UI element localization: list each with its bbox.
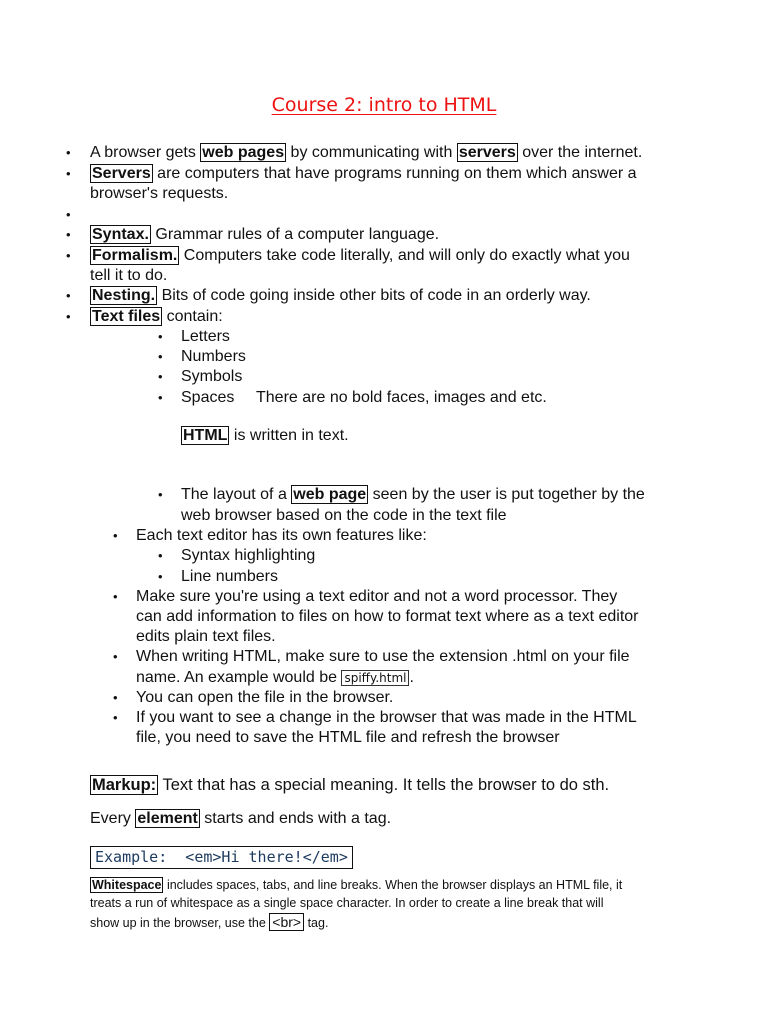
text: seen by the user is put together by the <box>368 486 645 503</box>
whitespace-line-3 <box>90 913 328 933</box>
bullet-syntax <box>90 225 439 245</box>
text: . <box>409 669 414 686</box>
spaces-note: There are no bold faces, images and etc. <box>256 389 547 406</box>
sub-item-numbers: Numbers <box>181 348 246 365</box>
bullet-servers-cont: browser's requests. <box>90 185 229 202</box>
bullet-dot: • <box>66 309 71 324</box>
sub-item-symbols: Symbols <box>181 368 243 385</box>
bullet-web-pages <box>90 143 642 163</box>
bullet-dot: • <box>113 690 118 705</box>
term-markup: Markup: <box>92 776 157 794</box>
example-filename: spiffy.html <box>341 670 409 686</box>
text: Computers take code literally, and will only do exactly what you <box>179 247 630 264</box>
sub-bullet-dot: • <box>158 548 163 563</box>
term-servers: servers <box>458 144 516 161</box>
bullet-servers <box>90 164 637 184</box>
term-element: element <box>137 810 198 827</box>
bullet-change-2: file, you need to save the HTML file and refresh the browser <box>136 729 560 746</box>
text: show up in the browser, use the <box>90 916 270 930</box>
text: are computers that have programs running on them which answer a <box>152 165 637 182</box>
text: tag. <box>304 916 329 930</box>
markup-definition <box>90 775 609 795</box>
term-nesting: Nesting. <box>92 287 156 304</box>
bullet-word-processor-1: Make sure you're using a text editor and not a word processor. They <box>136 588 618 605</box>
text: Grammar rules of a computer language. <box>150 226 440 243</box>
br-tag: <br> <box>269 913 304 931</box>
bullet-text-files <box>90 307 223 327</box>
text: by communicating with <box>286 144 457 161</box>
term-text-files: Text files <box>92 308 161 325</box>
sub-bullet-dot: • <box>158 329 163 344</box>
term-formalism: Formalism. <box>92 247 178 264</box>
bullet-text-editor: Each text editor has its own features like: <box>136 527 427 544</box>
bullet-change-1: If you want to see a change in the browser that was made in the HTML <box>136 709 637 726</box>
sub-item-layout-cont: web browser based on the code in the text file <box>181 507 507 524</box>
sub-item-line-numbers: Line numbers <box>181 568 278 585</box>
text: The layout of a <box>181 486 292 503</box>
sub-bullet-dot: • <box>158 487 163 502</box>
term-html: HTML <box>183 427 228 444</box>
bullet-dot: • <box>66 288 71 303</box>
text: Text that has a special meaning. It tells the browser to do sth. <box>158 776 610 794</box>
bullet-formalism-cont: tell it to do. <box>90 267 168 284</box>
bullet-word-processor-3: edits plain text files. <box>136 628 276 645</box>
sub-bullet-dot: • <box>158 349 163 364</box>
bullet-dot: • <box>66 248 71 263</box>
sub-item-syntax-highlighting: Syntax highlighting <box>181 547 316 564</box>
text: Bits of code going inside other bits of code in an orderly way. <box>157 287 591 304</box>
bullet-word-processor-2: can add information to files on how to format text where as a text editor <box>136 608 639 625</box>
bullet-dot: • <box>113 710 118 725</box>
page-title: Course 2: intro to HTML <box>271 94 497 116</box>
example-code-box: Example: <em>Hi there!</em> <box>90 846 353 869</box>
term-web-pages: web pages <box>202 144 285 161</box>
text: is written in text. <box>229 427 349 444</box>
term-syntax: Syntax. <box>92 226 149 243</box>
whitespace-line-1 <box>90 876 622 895</box>
sub-bullet-dot: • <box>158 569 163 584</box>
text: A browser gets <box>90 144 201 161</box>
bullet-formalism <box>90 246 630 266</box>
html-written-line <box>181 426 349 446</box>
bullet-dot: • <box>66 166 71 181</box>
sub-item-letters: Letters <box>181 328 230 345</box>
element-line <box>90 809 391 829</box>
whitespace-line-2: treats a run of whitespace as a single space character. In order to create a line break that will <box>90 896 604 910</box>
term-whitespace: Whitespace <box>92 878 162 892</box>
bullet-dot: • <box>66 145 71 160</box>
bullet-dot: • <box>113 589 118 604</box>
text: name. An example would be <box>136 669 342 686</box>
term-servers-def: Servers <box>92 165 151 182</box>
bullet-open-file: You can open the file in the browser. <box>136 689 394 706</box>
bullet-extension-1: When writing HTML, make sure to use the extension .html on your file <box>136 648 630 665</box>
sub-item-layout <box>181 485 645 505</box>
sub-bullet-dot: • <box>158 390 163 405</box>
text: Every <box>90 810 136 827</box>
sub-item-spaces: Spaces <box>181 389 235 406</box>
text: contain: <box>162 308 223 325</box>
bullet-dot: • <box>113 528 118 543</box>
bullet-extension-2 <box>136 668 414 688</box>
text: starts and ends with a tag. <box>199 810 392 827</box>
bullet-dot-empty: • <box>66 207 71 222</box>
bullet-dot: • <box>113 649 118 664</box>
bullet-nesting <box>90 286 591 306</box>
sub-bullet-dot: • <box>158 369 163 384</box>
text: includes spaces, tabs, and line breaks. When the browser displays an HTML file, it <box>163 878 623 892</box>
text: over the internet. <box>517 144 643 161</box>
bullet-dot: • <box>66 227 71 242</box>
term-web-page: web page <box>293 486 367 503</box>
